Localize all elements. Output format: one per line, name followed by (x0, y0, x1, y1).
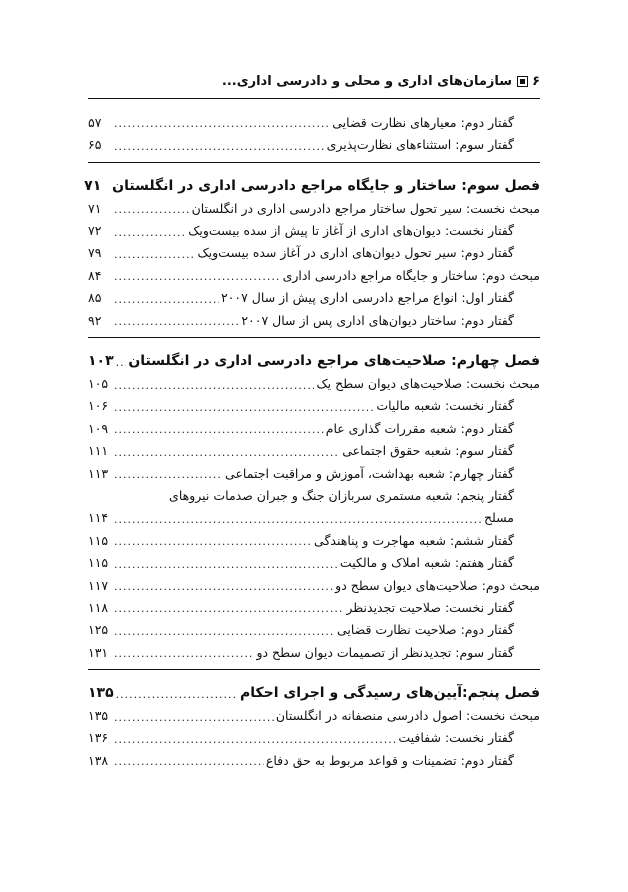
toc-entry-title: گفتار دوم: معیارهای نظارت قضایی (332, 114, 514, 130)
leader-dots (114, 424, 324, 435)
leader-dots (114, 402, 374, 413)
toc-entry-title: فصل پنجم:آیین‌های رسیدگی و اجرای احکام (239, 685, 540, 702)
toc-entry[interactable] (88, 547, 540, 569)
toc-entry[interactable] (88, 745, 540, 767)
toc-entry[interactable] (88, 614, 540, 636)
toc-entry-title: گفتار چهارم: شعبه بهداشت، آموزش و مراقبت اجتماعی (225, 465, 514, 481)
leader-dots (114, 603, 344, 614)
toc-entry-title: فصل سوم: ساختار و جایگاه مراجع دادرسی اداری در انگلستان (112, 177, 540, 194)
toc-entry-page: ۱۱۱ (88, 443, 109, 459)
toc-entry-page: ۱۰۳ (88, 353, 114, 370)
toc-entry-page: ۱۳۵ (88, 685, 114, 702)
leader-dots (114, 469, 223, 480)
toc-entry-title: گفتار پنجم: شعبه مستمری سربازان جنگ و جبران صدمات نیروهای (169, 487, 514, 503)
leader-dots (114, 559, 338, 570)
leader-dots (114, 227, 186, 238)
toc-entry-title: مبحث نخست: سیر تحول ساختار مراجع دادرسی اداری در انگلستان (191, 200, 540, 216)
toc-entry-continuation[interactable] (88, 502, 540, 524)
leader-dots (114, 514, 482, 525)
toc-entry-page: ۱۳۵ (88, 708, 109, 724)
toc-entry-title: گفتار نخست: صلاحیت تجدیدنظر (346, 599, 514, 615)
toc-entry[interactable] (88, 525, 540, 547)
leader-dots (114, 447, 340, 458)
leader-dots (114, 734, 396, 745)
leader-dots (114, 380, 314, 391)
leader-dots (114, 118, 330, 129)
toc-entry[interactable] (88, 305, 540, 327)
toc-entry-page: ۱۰۵ (88, 376, 109, 392)
toc-entry-page: ۷۱ (88, 200, 102, 216)
toc-entry-title: گفتار ششم: شعبه مهاجرت و پناهندگی (314, 532, 514, 548)
leader-dots (114, 712, 274, 723)
toc-entry-title: گفتار سوم: استثناءهای نظارت‌پذیری (326, 137, 514, 153)
toc-entry-title: فصل چهارم: صلاحیت‌های مراجع دادرسی اداری در انگلستان (128, 353, 540, 370)
toc-entry-page: ۸۴ (88, 267, 102, 283)
toc-entry-title: گفتار دوم: تضمینات و قواعد مربوط به حق دفاع (265, 752, 514, 768)
leader-dots (114, 756, 264, 767)
toc-entry[interactable] (88, 193, 540, 215)
toc-entry-title: مبحث دوم: صلاحیت‌های دیوان سطح دو (335, 577, 540, 593)
toc-entry[interactable] (88, 215, 540, 237)
toc-chapter-entry[interactable] (84, 162, 540, 194)
toc-chapter-entry[interactable] (88, 669, 540, 700)
toc-entry[interactable] (88, 700, 540, 722)
toc-entry-page: ۵۷ (88, 114, 102, 130)
toc-entry-page: ۱۱۳ (88, 465, 109, 481)
toc-entry[interactable] (88, 458, 540, 480)
toc-entry-page: ۸۵ (88, 290, 102, 306)
toc-entry-title: گفتار هفتم: شعبه املاک و مالکیت (339, 555, 514, 571)
toc-entry-page: ۱۱۵ (88, 532, 109, 548)
toc-entry-page: ۶۵ (88, 137, 102, 153)
toc-entry[interactable] (88, 570, 540, 592)
toc-entry-title: مبحث دوم: ساختار و جایگاه مراجع دادرسی اداری (282, 267, 540, 283)
square-ornament-icon (517, 76, 528, 87)
toc-entry[interactable] (88, 637, 540, 659)
toc-entry-title: گفتار سوم: تجدیدنظر از تصمیمات دیوان سطح دو (256, 644, 514, 660)
leader-dots (114, 141, 325, 152)
toc-entry-title: گفتار نخست: شفافیت (398, 730, 514, 746)
toc-entry[interactable] (88, 723, 540, 745)
toc-entry-page: ۱۱۵ (88, 555, 109, 571)
toc-entry-title: گفتار دوم: صلاحیت نظارت قضایی (336, 622, 514, 638)
page-number: ۶ (532, 73, 540, 89)
table-of-contents (84, 107, 540, 768)
toc-entry[interactable] (88, 368, 540, 390)
toc-entry-page: ۱۳۸ (88, 752, 109, 768)
toc-entry-title: گفتار نخست: شعبه مالیات (376, 398, 514, 414)
leader-dots (116, 689, 238, 700)
leader-dots (116, 357, 127, 368)
toc-entry[interactable] (88, 107, 540, 129)
toc-entry[interactable] (88, 238, 540, 260)
toc-entry[interactable] (88, 260, 540, 282)
leader-dots (114, 294, 219, 305)
toc-entry-wrapped[interactable] (88, 480, 540, 502)
running-title: سازمان‌های اداری و محلی و دادرسی اداری... (221, 73, 513, 89)
leader-dots (114, 249, 195, 260)
toc-entry-title: مبحث نخست: صلاحیت‌های دیوان سطح یک (316, 376, 540, 392)
leader-dots (114, 581, 333, 592)
toc-entry[interactable] (88, 129, 540, 151)
toc-entry-page: ۱۳۶ (88, 730, 109, 746)
leader-dots (114, 271, 281, 282)
toc-entry[interactable] (88, 413, 540, 435)
toc-entry-page: ۷۹ (88, 245, 102, 261)
toc-entry-title: مبحث نخست: اصول دادرسی منصفانه در انگلستان (275, 708, 540, 724)
leader-dots (114, 536, 312, 547)
toc-entry-title: گفتار نخست: دیوان‌های اداری از آغاز تا پیش از سده بیست‌ویک (188, 223, 514, 239)
toc-entry[interactable] (88, 592, 540, 614)
toc-entry-page: ۱۰۶ (88, 398, 109, 414)
leader-dots (114, 648, 254, 659)
toc-entry-page: ۱۳۱ (88, 644, 109, 660)
toc-entry-page: ۱۱۸ (88, 599, 109, 615)
toc-entry-title: گفتار دوم: ساختار دیوان‌های اداری پس از سال ۲۰۰۷ (241, 312, 514, 328)
toc-chapter-entry[interactable] (88, 337, 540, 368)
toc-entry-page: ۷۲ (88, 223, 102, 239)
leader-dots (114, 204, 190, 215)
toc-entry[interactable] (88, 282, 540, 304)
leader-dots (114, 626, 335, 637)
toc-entry-page: ۷۱ (84, 177, 102, 194)
toc-entry-page: ۱۱۷ (88, 577, 109, 593)
toc-entry-title: گفتار دوم: سیر تحول دیوان‌های اداری در آغاز سده بیست‌ویک (197, 245, 514, 261)
toc-entry-title: گفتار دوم: شعبه مقررات گذاری عام (325, 420, 514, 436)
toc-page (84, 66, 540, 768)
toc-entry-title: مسلح (483, 510, 514, 526)
running-header (88, 66, 540, 99)
toc-entry-page: ۹۲ (88, 312, 102, 328)
toc-entry-page: ۱۰۹ (88, 420, 109, 436)
toc-entry-title: گفتار اول: انواع مراجع دادرسی اداری پیش از سال ۲۰۰۷ (220, 290, 514, 306)
toc-entry[interactable] (88, 435, 540, 457)
toc-entry-title: گفتار سوم: شعبه حقوق اجتماعی (342, 443, 514, 459)
toc-entry-page: ۱۲۵ (88, 622, 109, 638)
leader-dots (114, 316, 239, 327)
toc-entry-page: ۱۱۴ (88, 510, 109, 526)
toc-entry[interactable] (88, 391, 540, 413)
